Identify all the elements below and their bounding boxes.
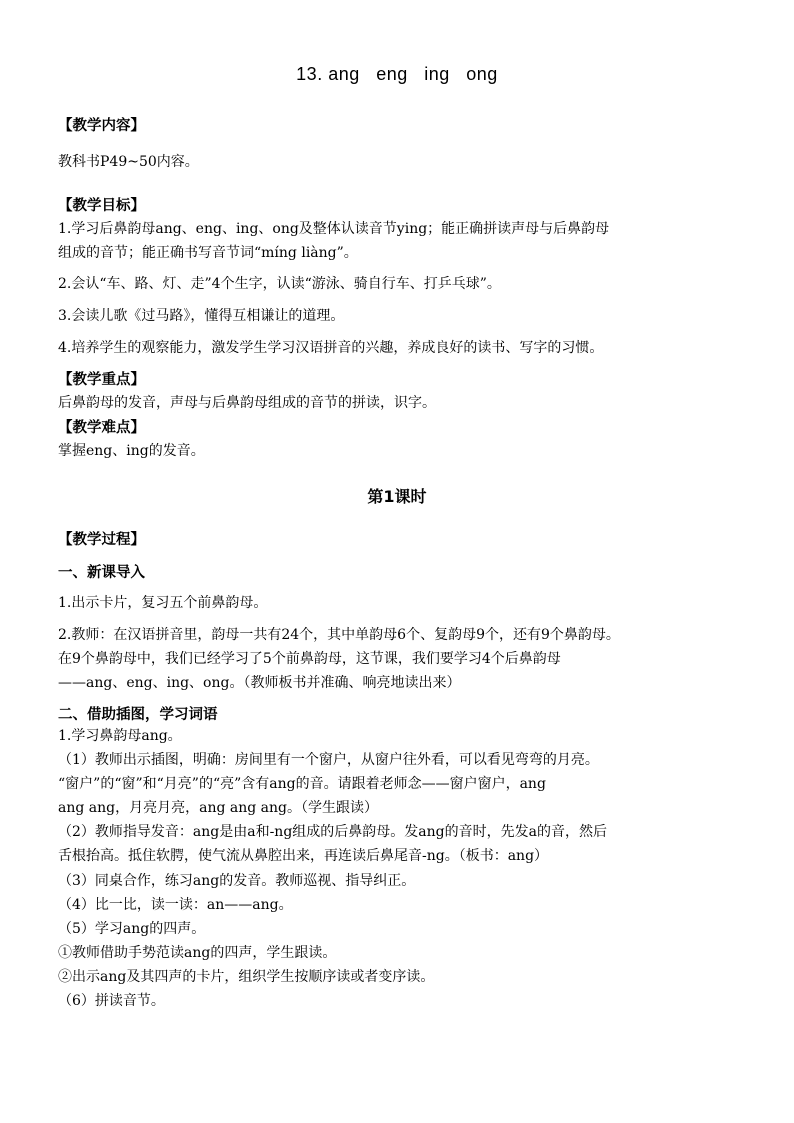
section2-line: （5）学习ang的四声。 [58,921,206,937]
goals-heading: 【教学目标】 [58,198,145,214]
goal-line: 2.会认“车、路、灯、走”4个生字，认读“游泳、骑自行车、打乒乓球”。 [58,276,501,292]
goal-line: 4.培养学生的观察能力，激发学生学习汉语拼音的兴趣，养成良好的读书、写字的习惯。 [58,340,604,356]
section1-line: 在9个鼻韵母中，我们已经学习了5个前鼻韵母，这节课，我们要学习4个后鼻韵母 [58,651,561,667]
section2-line: ②出示ang及其四声的卡片，组织学生按顺序读或者变序读。 [58,969,435,985]
section2-line: （4）比一比，读一读：an——ang。 [58,897,293,913]
section2-line: （3）同桌合作，练习ang的发音。教师巡视、指导纠正。 [58,873,416,889]
document-title: 13. ang eng ing ong [296,64,498,84]
content-heading: 【教学内容】 [58,118,145,134]
section1-line: ——ang、eng、ing、ong。（教师板书并准确、响亮地读出来） [58,675,461,691]
section2-heading: 二、借助插图，学习词语 [58,707,218,723]
content-text: 教科书P49~50内容。 [58,154,199,170]
section1-line: 1.出示卡片，复习五个前鼻韵母。 [58,595,268,611]
lesson-title: 第1课时 [367,487,427,506]
section2-line: ①教师借助手势范读ang的四声，学生跟读。 [58,945,337,961]
process-heading: 【教学过程】 [58,532,145,548]
section2-line: （2）教师指导发音：ang是由a和-ng组成的后鼻韵母。发ang的音时，先发a的音，然后 [58,824,607,840]
goal-line: 1.学习后鼻韵母ang、eng、ing、ong及整体认读音节ying；能正确拼读声母与后鼻韵母 [58,221,610,237]
section2-line: 舌根抬高。抵住软腭，使气流从鼻腔出来，再连读后鼻尾音-ng。（板书：ang） [58,848,549,864]
goal-line: 3.会读儿歌《过马路》，懂得互相谦让的道理。 [58,308,345,324]
key-heading: 【教学重点】 [58,372,145,388]
section2-line: （1）教师出示插图，明确：房间里有一个窗户，从窗户往外看，可以看见弯弯的月亮。 [58,752,599,768]
section2-line: ang ang，月亮月亮，ang ang ang。（学生跟读） [58,800,378,816]
difficulty-text: 掌握eng、ing的发音。 [58,443,205,459]
section2-line: （6）拼读音节。 [58,993,165,1009]
section2-line: 1.学习鼻韵母ang。 [58,728,182,744]
difficulty-heading: 【教学难点】 [58,420,145,436]
key-text: 后鼻韵母的发音，声母与后鼻韵母组成的音节的拼读，识字。 [58,395,436,411]
goal-line: 组成的音节；能正确书写音节词“míng liàng”。 [58,245,358,261]
section2-line: “窗户”的“窗”和“月亮”的“亮”含有ang的音。请跟着老师念——窗户窗户，ang [58,776,546,792]
section1-line: 2.教师：在汉语拼音里，韵母一共有24个，其中单韵母6个、复韵母9个，还有9个鼻韵母。 [58,627,620,643]
section1-heading: 一、新课导入 [58,565,145,581]
